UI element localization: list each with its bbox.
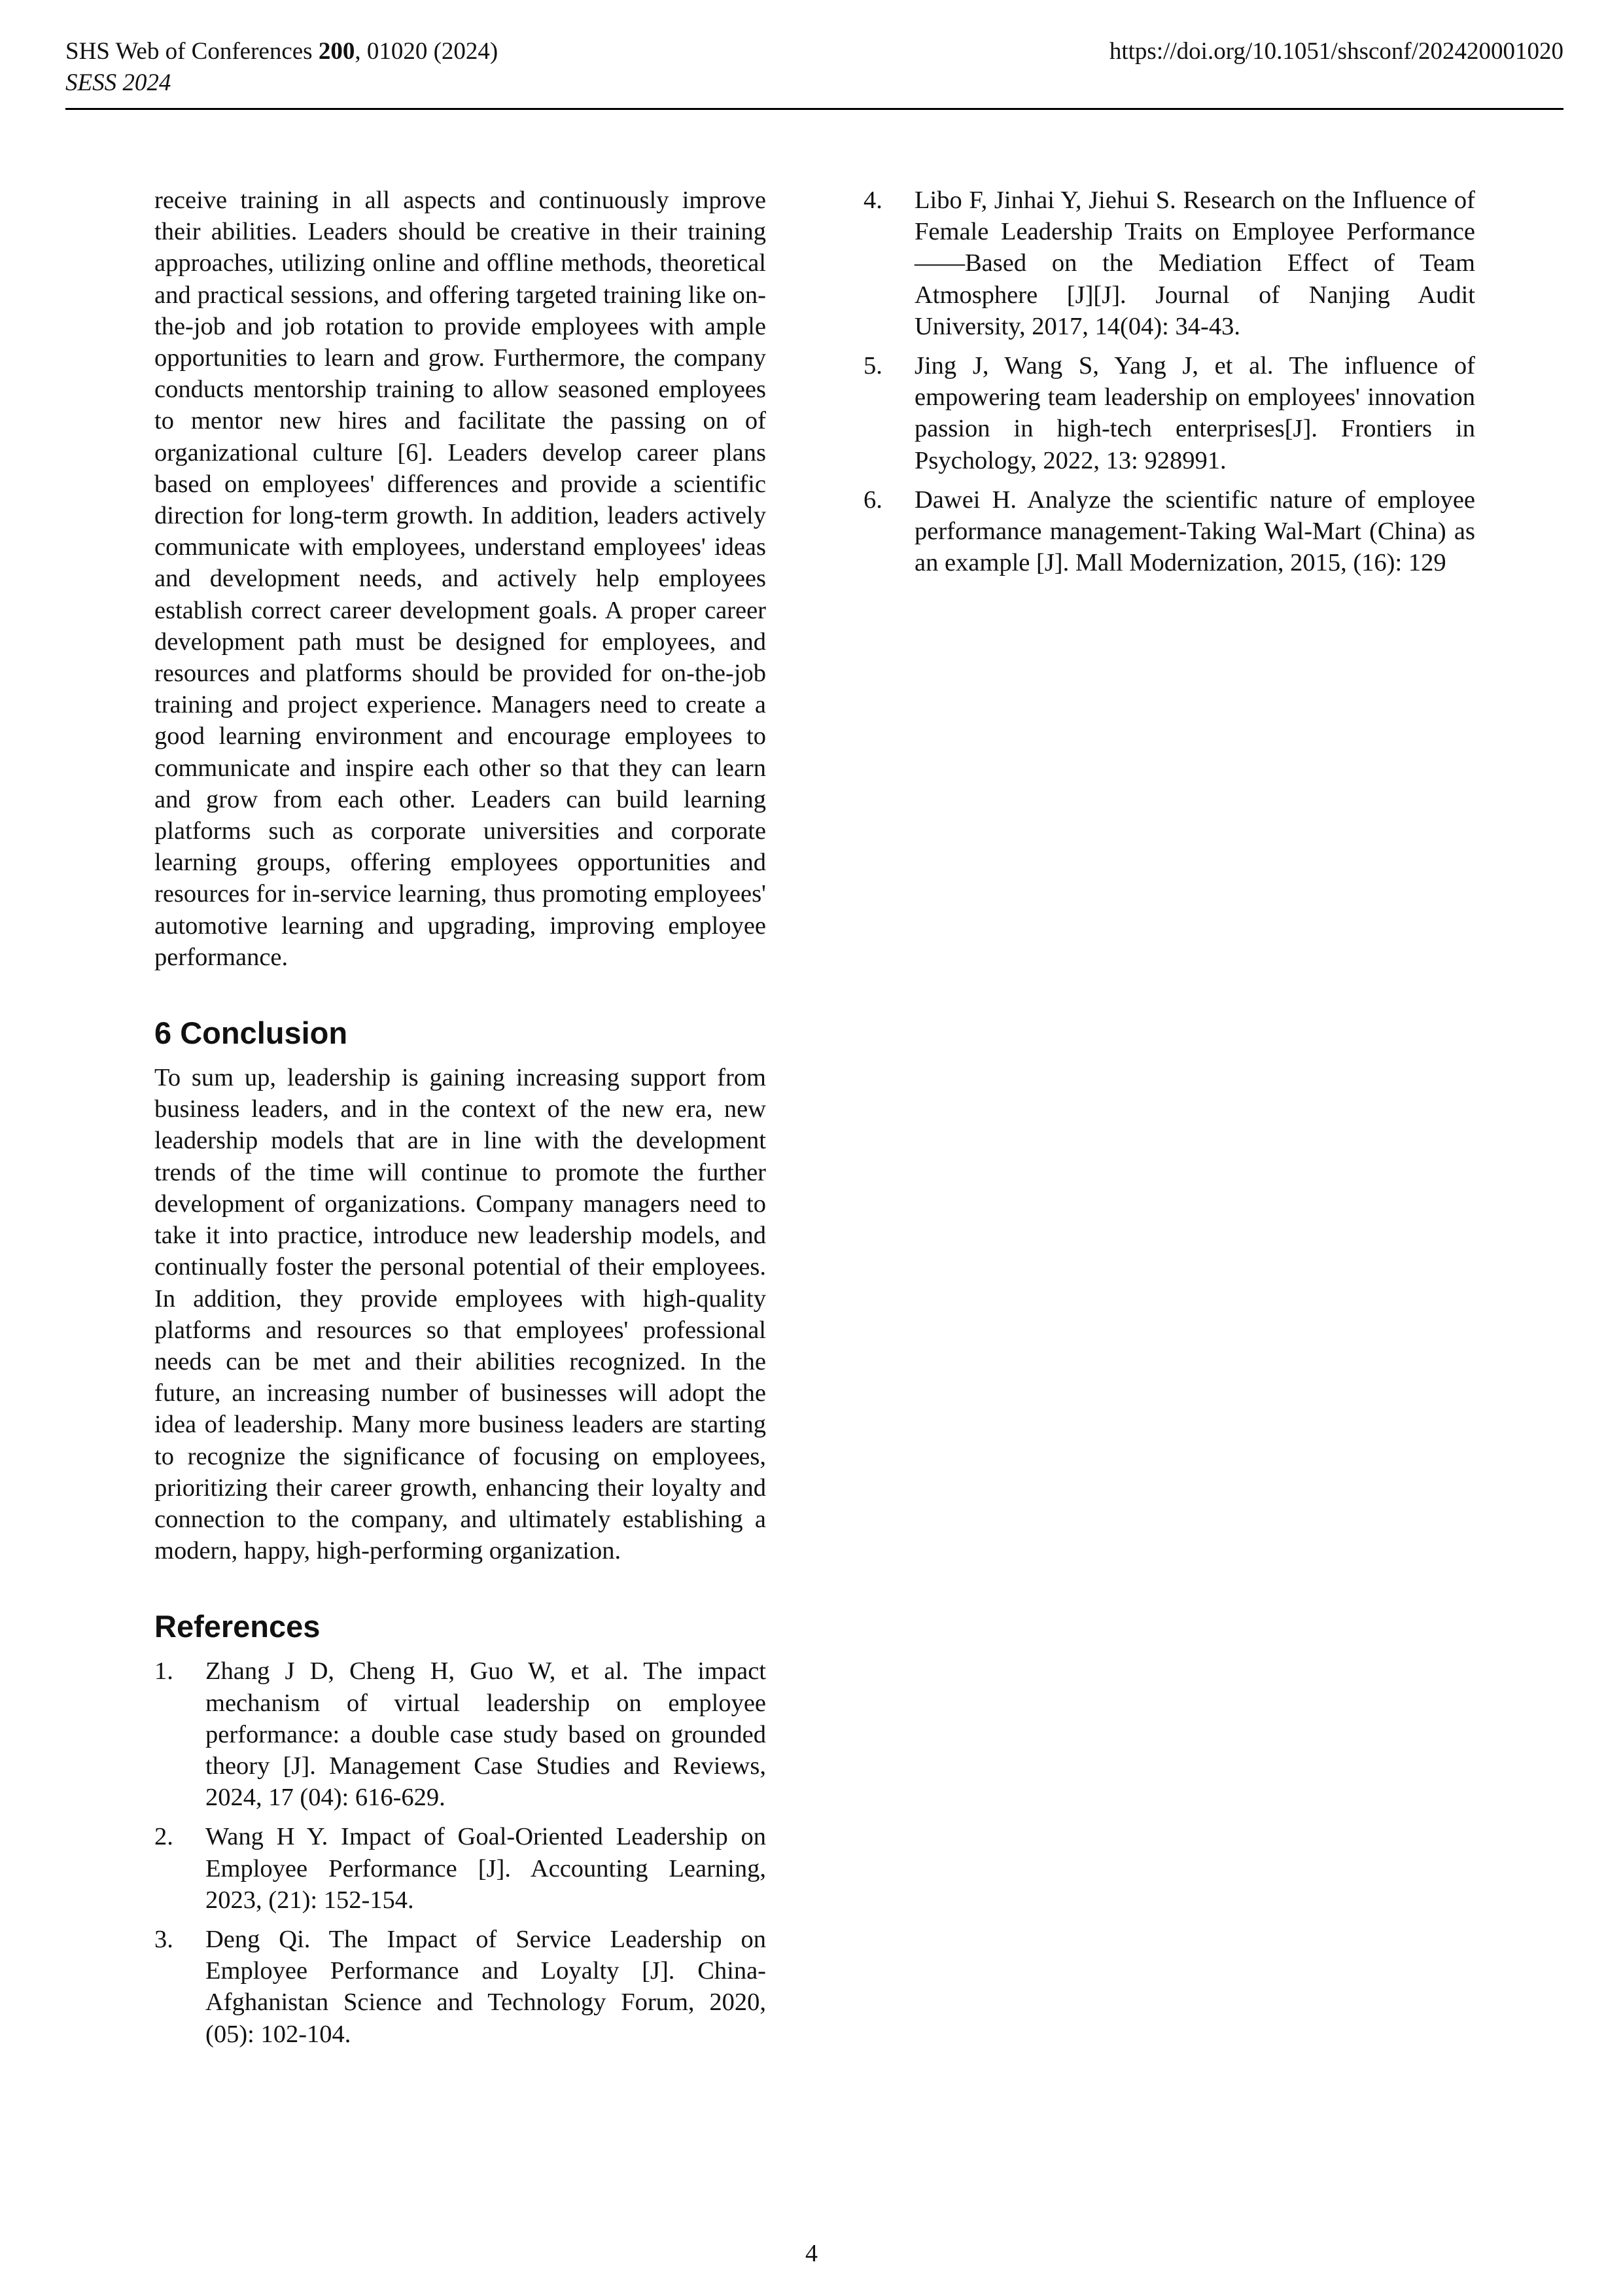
conclusion-heading: 6 Conclusion (154, 1016, 348, 1051)
header-left (65, 36, 498, 99)
reference-item (864, 484, 1475, 579)
doi-link[interactable]: https://doi.org/10.1051/shsconf/202420001020 (1109, 38, 1563, 65)
reference-text: Deng Qi. The Impact of Service Leadership on Employee Performance and Loyalty [J]. China-Afghanistan Science and Technology Forum, 2020, (05): 102-104. (205, 1925, 766, 2048)
reference-text: Dawei H. Analyze the scientific nature of employee performance management-Taking Wal-Mart (China) as an example [J]. Mall Modernization, 2015, (16): 129 (915, 486, 1475, 577)
references-heading: References (154, 1609, 321, 1644)
journal-citation: SHS Web of Conferences 200, 01020 (2024) (65, 38, 498, 65)
body-paragraph: receive training in all aspects and continuously improve their abilities. Leaders should be creative in their training approaches, utilizing online and offline methods, theoretical and practical sessions, and offering targeted training like on-the-job and job rotation to provide employees with ample opportunities to learn and grow. Furthermore, the company conducts mentorship training to allow seasoned employees to mentor new hires and facilitate the passing on of organizational culture [6]. Leaders develop career plans based on employees' differences and provide a scientific direction for long-term growth. In addition, leaders actively communicate with employees, understand employees' ideas and development needs, and actively help employees establish correct career development goals. A proper career development path must be designed for employees, and resources and platforms should be provided for on-the-job training and project experience. Managers need to create a good learning environment and encourage employees to communicate and inspire each other so that they can learn and grow from each other. Leaders can build learning platforms such as corporate universities and corporate learning groups, offering employees opportunities and resources for in-service learning, thus promoting employees' automotive learning and upgrading, improving employee performance. (154, 186, 766, 971)
reference-text: Libo F, Jinhai Y, Jiehui S. Research on the Influence of Female Leadership Traits on Employee Performance——Based on the Mediation Effect of Team Atmosphere [J][J]. Journal of Nanjing Audit University, 2017, 14(04): 34-43. (915, 186, 1475, 340)
left-column (154, 185, 766, 2050)
reference-number: 2. (154, 1823, 173, 1851)
reference-text: Wang H Y. Impact of Goal-Oriented Leadership on Employee Performance [J]. Accounting Learning, 2023, (21): 152-154. (205, 1823, 766, 1914)
reference-item (864, 185, 1475, 342)
journal-volume: 200 (318, 38, 355, 65)
reference-text: Zhang J D, Cheng H, Guo W, et al. The impact mechanism of virtual leadership on employee performance: a double case study based on grounded theory [J]. Management Case Studies and Reviews, 2024, 17 (04): 616-629. (205, 1657, 766, 1812)
reference-number: 3. (154, 1925, 173, 1953)
right-column (864, 185, 1475, 578)
reference-number: 1. (154, 1657, 173, 1686)
reference-number: 5. (864, 352, 882, 380)
reference-list-right (864, 185, 1475, 578)
page-header (65, 36, 1563, 110)
conclusion-paragraph: To sum up, leadership is gaining increasing support from business leaders, and in the context of the new era, new leadership models that are in line with the development trends of the time will continue to promote the further development of organizations. Company managers need to take it into practice, introduce new leadership models, and continually foster the personal potential of their employees. In addition, they provide employees with high-quality platforms and resources so that employees' professional needs can be met and their abilities recognized. In the future, an increasing number of businesses will adopt the idea of leadership. Many more business leaders are starting to recognize the significance of focusing on employees, prioritizing their career growth, enhancing their loyalty and connection to the company, and ultimately establishing a modern, happy, high-performing organization. (154, 1064, 766, 1565)
reference-item (154, 1924, 766, 2050)
reference-item (154, 1655, 766, 1813)
reference-number: 6. (864, 486, 882, 514)
conference-name: SESS 2024 (65, 69, 171, 96)
reference-item (864, 350, 1475, 476)
page-number: 4 (805, 2240, 818, 2267)
reference-list-left (154, 1655, 766, 2049)
reference-number: 4. (864, 186, 882, 214)
reference-text: Jing J, Wang S, Yang J, et al. The influence of empowering team leadership on employees' innovation passion in high-tech enterprises[J]. Frontiers in Psychology, 2022, 13: 928991. (915, 352, 1475, 474)
reference-item (154, 1821, 766, 1916)
